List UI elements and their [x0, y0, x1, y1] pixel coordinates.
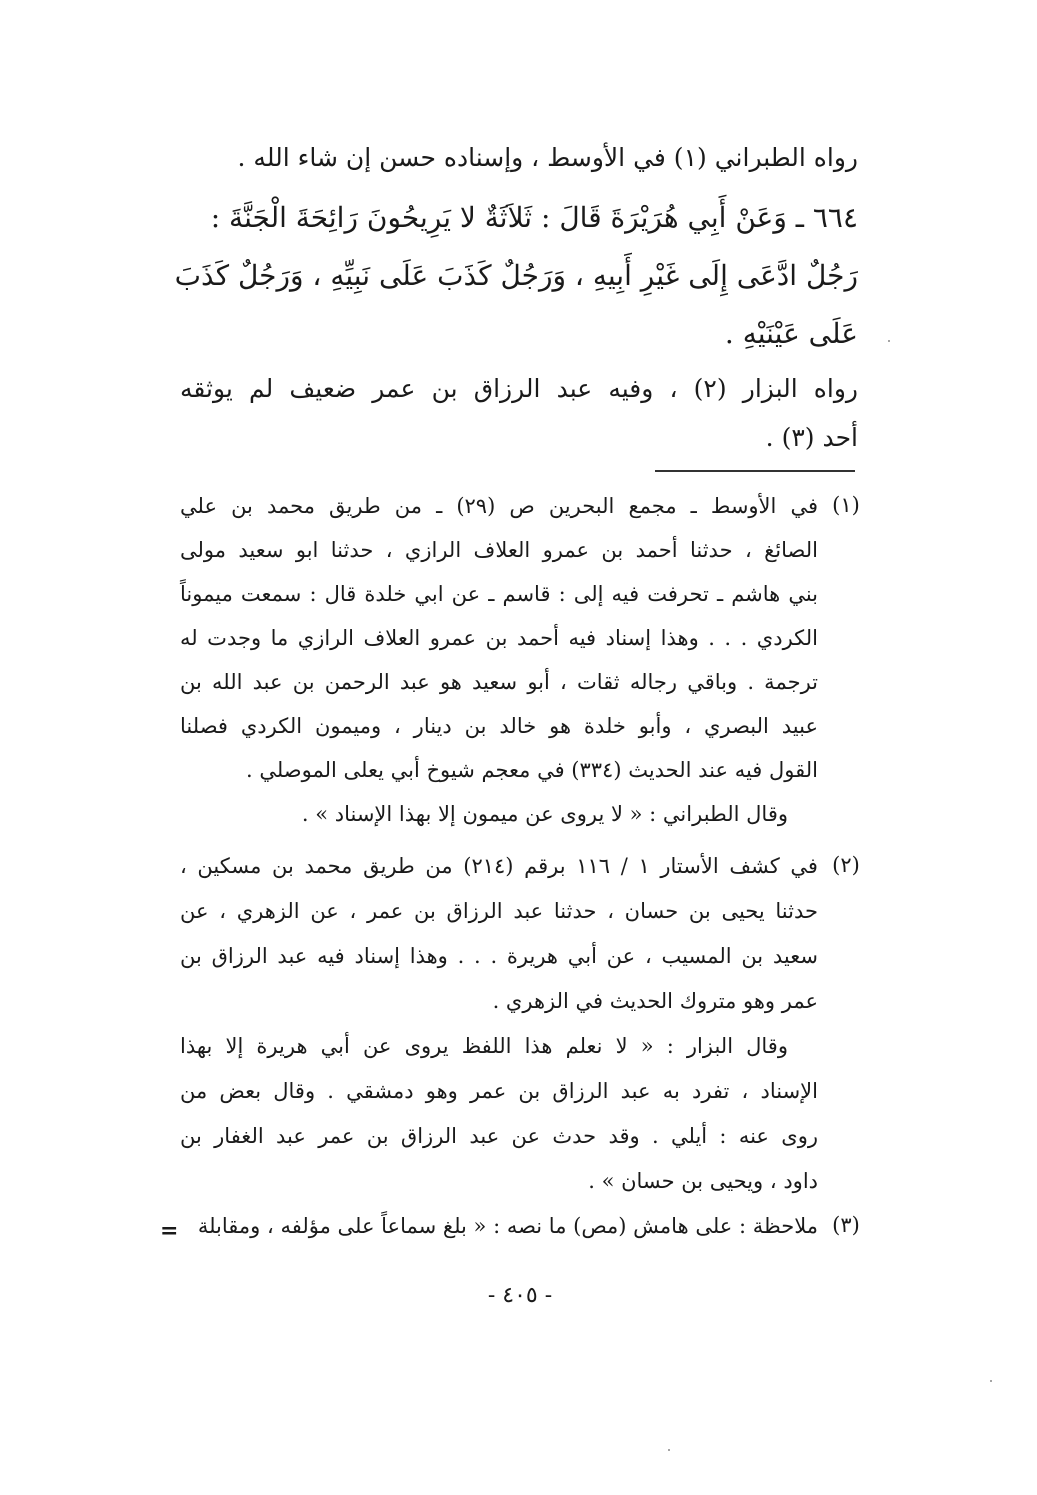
footnote-1-line-2: الصائغ ، حدثنا أحمد بن عمرو العلاف الرازي ، حدثنا ابو سعيد مولى	[180, 538, 818, 562]
footnote-1-number: (١)	[832, 493, 860, 517]
footnote-2-line-5: وقال البزار : « لا نعلم هذا اللفظ يروى عن أبي هريرة إلا بهذا	[180, 1034, 788, 1058]
footnote-3-number: (٣)	[832, 1213, 860, 1237]
footnote-1-line-5: ترجمة . وباقي رجاله ثقات ، أبو سعيد هو عبد الرحمن بن عبد الله بن	[180, 670, 818, 694]
footnote-2-number: (٢)	[832, 853, 860, 877]
footnote-separator	[655, 470, 855, 472]
footnote-3-line-1: ملاحظة : على هامش (مص) ما نصه : « بلغ سماعاً على مؤلفه ، ومقابلة	[197, 1214, 818, 1238]
footnote-2-line-6: الإسناد ، تفرد به عبد الرزاق بن عمر وهو دمشقي . وقال بعض من	[180, 1079, 818, 1103]
footnote-1-line-8: وقال الطبراني : « لا يروى عن ميمون إلا بهذا الإسناد » .	[301, 802, 788, 826]
footnote-2-line-4: عمر وهو متروك الحديث في الزهري .	[492, 989, 818, 1013]
footnote-2-line-8: داود ، ويحيى بن حسان » .	[588, 1169, 818, 1193]
footnote-1-line-3: بني هاشم ـ تحرفت فيه إلى : قاسم ـ عن ابي خلدة قال : سمعت ميموناً	[180, 582, 818, 606]
scan-speck	[888, 340, 890, 342]
footnote-2-line-2: حدثنا يحيى بن حسان ، حدثنا عبد الرزاق بن عمر ، عن الزهري ، عن	[180, 899, 818, 923]
footnote-2-line-7: روى عنه : أيلي . وقد حدث عن عبد الرزاق بن عمر عبد الغفار بن	[180, 1124, 818, 1148]
hadith-line-1: ٦٦٤ ـ وَعَنْ أَبِي هُرَيْرَةَ قَالَ : ثَلاَثَةٌ لا يَرِيحُونَ رَائِحَةَ الْجَنَّةَ :	[210, 201, 858, 234]
hadith-line-3: عَلَى عَيْنَيْهِ .	[724, 317, 858, 350]
footnote-1-line-1: في الأوسط ـ مجمع البحرين ص (٢٩) ـ من طريق محمد بن علي	[180, 494, 818, 518]
page-number: - ٤٠٥ -	[487, 1283, 553, 1308]
scan-speck	[668, 1449, 670, 1451]
main-text-line-1: رواه الطبراني (١) في الأوسط ، وإسناده حسن إن شاء الله .	[237, 143, 858, 172]
footnote-1-line-4: الكردي . . . وهذا إسناد فيه أحمد بن عمرو العلاف الرازي ما وجدت له	[180, 626, 818, 650]
footnote-1-line-6: عبيد البصري ، وأبو خلدة هو خالد بن دينار ، وميمون الكردي فصلنا	[180, 714, 818, 738]
main-text-line-6: أحد (٣) .	[765, 423, 858, 452]
continuation-mark: =	[160, 1218, 179, 1244]
scan-speck	[990, 1380, 992, 1382]
main-text-line-5: رواه البزار (٢) ، وفيه عبد الرزاق بن عمر ضعيف لم يوثقه	[180, 374, 859, 403]
footnote-1-line-7: القول فيه عند الحديث (٣٣٤) في معجم شيوخ أبي يعلى الموصلي .	[245, 758, 818, 782]
footnote-2-line-3: سعيد بن المسيب ، عن أبي هريرة . . . وهذا إسناد فيه عبد الرزاق بن	[180, 944, 818, 968]
footnote-2-line-1: في كشف الأستار ١ / ١١٦ برقم (٢١٤) من طريق محمد بن مسكين ،	[180, 854, 818, 878]
hadith-line-2: رَجُلٌ ادَّعَى إِلَى غَيْرِ أَبِيهِ ، وَرَجُلٌ كَذَبَ عَلَى نَبِيِّهِ ، وَرَجُلٌ كَذَبَ	[174, 259, 858, 292]
